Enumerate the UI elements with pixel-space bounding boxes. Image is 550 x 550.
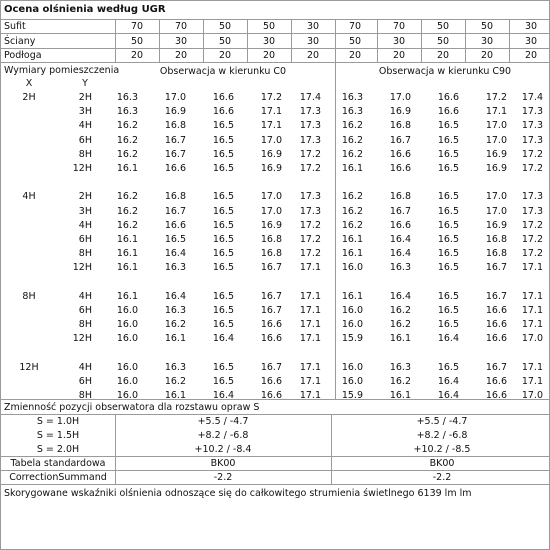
ugr-value-c90: 17.0 [485,191,507,203]
ugr-value-c90: 16.5 [437,219,459,231]
room-y: 2H [78,92,92,103]
ugr-value-c0: 17.2 [260,92,282,103]
ugr-value-c0: 16.5 [212,248,234,260]
grid-line [335,19,336,62]
spacing-label: S = 1.5H [36,430,80,441]
ugr-value-c0: 17.0 [260,205,282,217]
ugr-value-c0: 16.3 [116,106,138,118]
report-title: Ocena olśnienia według UGR [4,4,166,15]
ugr-value-c0: 17.3 [299,205,321,217]
ugr-value-c0: 16.9 [164,106,186,118]
ugr-value-c0: 17.1 [299,305,321,316]
reflectance-value: 30 [524,21,538,32]
reflectance-value: 50 [480,21,494,32]
ugr-value-c0: 17.1 [260,106,282,118]
ugr-value-c0: 17.0 [164,92,186,103]
grid-line [335,62,336,399]
ugr-value-c90: 16.8 [389,191,411,203]
ugr-value-c0: 17.2 [299,248,321,260]
grid-line [465,19,466,62]
observation-c0-header: Obserwacja w kierunku C0 [159,66,287,77]
ugr-value-c0: 16.8 [164,120,186,132]
ugr-value-c90: 16.1 [341,234,363,245]
grid-line [377,19,378,62]
standard-table-label: Tabela standardowa [10,458,106,469]
ugr-value-c0: 17.1 [299,361,321,373]
ugr-value-c0: 16.2 [116,219,138,231]
ugr-value-c0: 16.2 [164,319,186,331]
ugr-value-c0: 17.3 [299,106,321,118]
ugr-value-c90: 16.5 [437,248,459,260]
variation-c90: +5.5 / -4.7 [416,416,468,427]
ugr-value-c90: 17.0 [389,92,411,103]
ugr-value-c0: 16.9 [260,148,282,160]
ugr-value-c0: 16.8 [260,248,282,260]
standard-table-c0: BK00 [210,458,236,469]
room-y: 12H [72,333,92,345]
ugr-value-c0: 16.6 [260,319,282,331]
ugr-value-c90: 17.1 [521,290,543,302]
ugr-value-c90: 16.5 [437,120,459,132]
ugr-value-c0: 16.3 [116,92,138,103]
observation-c90-header: Obserwacja w kierunku C90 [378,66,512,77]
grid-line [159,19,160,62]
reflectance-value: 20 [436,50,450,61]
ugr-value-c0: 16.6 [212,92,234,103]
reflectance-value: 30 [306,21,320,32]
ugr-value-c0: 16.2 [164,376,186,387]
ugr-value-c90: 15.9 [341,333,363,345]
ugr-value-c0: 16.5 [212,219,234,231]
ugr-value-c0: 16.0 [116,376,138,387]
ugr-value-c90: 16.5 [437,148,459,160]
ugr-value-c0: 16.0 [116,305,138,316]
grid-line [203,19,204,62]
ugr-value-c90: 16.6 [437,92,459,103]
ugr-value-c90: 16.6 [485,319,507,331]
ugr-value-c90: 16.5 [437,262,459,274]
reflectance-value: 50 [262,21,276,32]
ugr-value-c0: 17.1 [299,333,321,345]
ugr-value-c0: 16.1 [116,163,138,174]
reflectance-value: 50 [218,21,232,32]
reflectance-value: 20 [218,50,232,61]
spacing-label: S = 1.0H [36,416,80,427]
ugr-value-c90: 16.2 [389,305,411,316]
ugr-value-c0: 16.5 [212,191,234,203]
ugr-value-c90: 16.1 [341,290,363,302]
ugr-value-c0: 17.0 [260,191,282,203]
ugr-value-c90: 16.5 [437,319,459,331]
correction-c90: -2.2 [432,472,452,483]
ugr-value-c0: 16.0 [116,361,138,373]
ugr-value-c0: 16.1 [116,262,138,274]
ugr-value-c90: 16.4 [389,248,411,260]
reflectance-value: 20 [306,50,320,61]
ugr-value-c0: 17.0 [260,134,282,146]
ugr-value-c90: 17.3 [521,120,543,132]
ugr-value-c0: 16.5 [212,163,234,174]
grid-line [509,19,510,62]
ugr-value-c90: 16.9 [485,148,507,160]
reflectance-value: 20 [262,50,276,61]
ugr-value-c0: 16.5 [212,319,234,331]
ugr-value-c0: 16.5 [212,148,234,160]
grid-line [247,19,248,62]
ugr-value-c0: 17.1 [299,319,321,331]
grid-line [331,414,332,484]
variation-c90: +10.2 / -8.5 [413,444,471,455]
ugr-value-c0: 16.0 [116,319,138,331]
ugr-value-c90: 16.2 [341,120,363,132]
ugr-value-c90: 16.6 [437,106,459,118]
reflectance-label: Sufit [4,21,26,32]
grid-line [1,33,549,34]
ugr-value-c90: 17.2 [521,234,543,245]
ugr-value-c90: 16.5 [437,234,459,245]
ugr-value-c0: 16.2 [116,134,138,146]
ugr-value-c90: 16.1 [341,248,363,260]
ugr-value-c90: 16.0 [341,262,363,274]
reflectance-label: Ściany [4,36,36,47]
ugr-value-c90: 16.6 [389,219,411,231]
reflectance-value: 50 [130,36,144,47]
reflectance-value: 30 [174,36,188,47]
ugr-value-c0: 16.0 [116,333,138,345]
ugr-value-c90: 16.2 [389,319,411,331]
grid-line [115,19,116,62]
ugr-value-c90: 16.1 [389,390,411,402]
ugr-value-c90: 16.1 [341,163,363,174]
ugr-value-c90: 16.4 [389,234,411,245]
ugr-value-c90: 16.2 [341,205,363,217]
ugr-value-c0: 16.6 [164,219,186,231]
ugr-value-c90: 16.7 [389,134,411,146]
reflectance-value: 20 [348,50,362,61]
reflectance-label: Podłoga [4,50,42,61]
reflectance-value: 50 [348,36,362,47]
ugr-value-c90: 16.3 [389,262,411,274]
ugr-value-c90: 16.4 [437,390,459,402]
standard-table-c90: BK00 [429,458,455,469]
ugr-value-c0: 16.7 [260,262,282,274]
ugr-value-c0: 17.1 [299,390,321,402]
room-y: 2H [78,191,92,203]
ugr-value-c90: 16.6 [389,163,411,174]
ugr-value-c90: 16.2 [341,219,363,231]
room-y: 4H [78,219,92,231]
room-y: 8H [78,148,92,160]
ugr-value-c90: 16.6 [485,305,507,316]
ugr-value-c0: 17.2 [299,163,321,174]
reflectance-value: 70 [348,21,362,32]
ugr-value-c0: 17.1 [299,262,321,274]
ugr-value-c0: 17.3 [299,191,321,203]
ugr-value-c90: 15.9 [341,390,363,402]
reflectance-value: 20 [524,50,538,61]
correction-label: CorrectionSummand [9,472,107,483]
room-y: 3H [78,106,92,118]
room-y: 8H [78,248,92,260]
ugr-value-c90: 16.0 [341,319,363,331]
ugr-value-c0: 16.5 [212,234,234,245]
ugr-value-c0: 17.1 [299,290,321,302]
reflectance-value: 30 [262,36,276,47]
ugr-value-c0: 17.4 [299,92,321,103]
grid-line [1,414,549,415]
ugr-value-c0: 16.6 [164,163,186,174]
ugr-value-c0: 17.2 [299,234,321,245]
ugr-value-c0: 16.7 [164,134,186,146]
ugr-value-c90: 17.1 [521,305,543,316]
ugr-value-c0: 17.2 [299,219,321,231]
ugr-value-c90: 16.8 [389,120,411,132]
ugr-value-c0: 17.1 [299,376,321,387]
reflectance-value: 50 [218,36,232,47]
ugr-value-c0: 17.3 [299,134,321,146]
room-y: 3H [78,205,92,217]
ugr-value-c90: 17.1 [521,376,543,387]
ugr-value-c0: 16.6 [260,333,282,345]
ugr-value-c90: 16.4 [437,333,459,345]
grid-line [421,19,422,62]
ugr-value-c0: 16.5 [212,305,234,316]
reflectance-value: 70 [130,21,144,32]
ugr-value-c90: 17.2 [485,92,507,103]
ugr-value-c0: 16.5 [212,262,234,274]
room-y: 4H [78,361,92,373]
ugr-value-c0: 16.7 [164,148,186,160]
ugr-value-c0: 16.2 [116,120,138,132]
room-x: 2H [22,92,36,103]
footer-note: Skorygowane wskaźniki olśnienia odnoszące się do całkowitego strumienia świetlnego 6139 lm lm [4,488,472,499]
ugr-value-c90: 17.4 [521,92,543,103]
room-y: 8H [78,390,92,402]
room-y: 12H [72,163,92,174]
ugr-value-c90: 17.3 [521,205,543,217]
grid-line [1,62,549,63]
variation-c0: +5.5 / -4.7 [197,416,249,427]
ugr-value-c90: 17.3 [521,191,543,203]
reflectance-value: 50 [436,21,450,32]
ugr-value-c90: 16.5 [437,134,459,146]
ugr-value-c0: 16.4 [212,333,234,345]
ugr-value-c90: 17.0 [521,333,543,345]
ugr-value-c90: 16.6 [485,390,507,402]
ugr-value-c90: 16.9 [485,163,507,174]
reflectance-value: 30 [524,36,538,47]
spacing-label: S = 2.0H [36,444,80,455]
ugr-value-c90: 17.1 [485,106,507,118]
room-x: 12H [19,361,39,373]
ugr-value-c0: 16.5 [212,134,234,146]
ugr-value-c0: 16.1 [116,248,138,260]
ugr-value-c0: 17.3 [299,120,321,132]
variation-c90: +8.2 / -6.8 [416,430,468,441]
reflectance-value: 20 [480,50,494,61]
variation-c0: +8.2 / -6.8 [197,430,249,441]
ugr-value-c90: 16.2 [341,148,363,160]
ugr-value-c90: 16.1 [389,333,411,345]
ugr-value-c90: 17.2 [521,248,543,260]
ugr-value-c0: 16.8 [260,234,282,245]
x-label: X [25,78,33,89]
ugr-value-c90: 17.2 [521,219,543,231]
ugr-value-c0: 16.4 [164,290,186,302]
ugr-value-c90: 16.5 [437,191,459,203]
ugr-value-c90: 16.6 [389,148,411,160]
grid-line [115,414,116,484]
ugr-value-c0: 16.6 [260,376,282,387]
grid-line [1,456,549,457]
ugr-value-c0: 16.8 [164,191,186,203]
variation-header: Zmienność pozycji obserwatora dla rozstawu opraw S [4,402,260,413]
ugr-value-c90: 17.0 [521,390,543,402]
ugr-value-c90: 16.5 [437,305,459,316]
ugr-value-c90: 16.5 [437,361,459,373]
room-x: 8H [22,290,36,302]
grid-line [291,19,292,62]
ugr-value-c90: 17.3 [521,106,543,118]
ugr-value-c0: 16.5 [212,361,234,373]
reflectance-value: 30 [480,36,494,47]
ugr-value-c0: 16.3 [164,262,186,274]
ugr-value-c0: 16.3 [164,305,186,316]
ugr-value-c90: 16.7 [485,262,507,274]
ugr-value-c90: 17.1 [521,361,543,373]
y-label: Y [82,78,88,89]
ugr-value-c0: 16.2 [116,191,138,203]
ugr-value-c0: 16.7 [260,305,282,316]
reflectance-value: 20 [392,50,406,61]
room-y: 6H [78,376,92,387]
ugr-value-c90: 16.7 [485,361,507,373]
ugr-value-c0: 16.3 [164,361,186,373]
ugr-value-c0: 16.5 [212,376,234,387]
ugr-value-c90: 16.5 [437,205,459,217]
ugr-value-c90: 16.5 [437,163,459,174]
ugr-value-c90: 16.6 [485,333,507,345]
correction-c0: -2.2 [213,472,233,483]
ugr-value-c90: 16.7 [389,205,411,217]
ugr-value-c0: 16.4 [212,390,234,402]
ugr-value-c90: 17.0 [485,120,507,132]
ugr-value-c90: 17.1 [521,262,543,274]
ugr-value-c90: 17.2 [521,148,543,160]
ugr-value-c0: 17.2 [299,148,321,160]
ugr-value-c90: 17.0 [485,205,507,217]
ugr-value-c0: 16.5 [212,290,234,302]
grid-line [1,19,549,20]
ugr-value-c0: 16.1 [164,333,186,345]
reflectance-value: 70 [392,21,406,32]
ugr-value-c0: 16.5 [164,234,186,245]
ugr-value-c90: 17.2 [521,163,543,174]
ugr-value-c90: 17.0 [485,134,507,146]
reflectance-value: 20 [130,50,144,61]
room-y: 6H [78,305,92,316]
room-y: 8H [78,319,92,331]
ugr-value-c90: 16.9 [485,219,507,231]
ugr-value-c90: 16.3 [341,106,363,118]
ugr-value-c90: 16.7 [485,290,507,302]
room-y: 4H [78,290,92,302]
ugr-value-c90: 16.0 [341,376,363,387]
grid-line [1,48,549,49]
ugr-value-c90: 16.6 [485,376,507,387]
ugr-value-c90: 16.9 [389,106,411,118]
room-y: 6H [78,234,92,245]
room-y: 12H [72,262,92,274]
ugr-value-c90: 16.2 [341,134,363,146]
ugr-value-c90: 16.4 [437,376,459,387]
ugr-value-c0: 16.6 [260,390,282,402]
room-y: 4H [78,120,92,132]
ugr-value-c90: 16.3 [389,361,411,373]
ugr-value-c90: 16.0 [341,361,363,373]
room-y: 6H [78,134,92,146]
ugr-value-c0: 16.4 [164,248,186,260]
ugr-value-c0: 16.1 [116,290,138,302]
ugr-value-c0: 16.7 [260,361,282,373]
ugr-value-c90: 16.3 [341,92,363,103]
ugr-value-c0: 16.9 [260,219,282,231]
ugr-value-c0: 16.5 [212,120,234,132]
reflectance-value: 50 [436,36,450,47]
ugr-value-c0: 16.9 [260,163,282,174]
ugr-value-c0: 16.0 [116,390,138,402]
reflectance-value: 30 [392,36,406,47]
variation-c0: +10.2 / -8.4 [194,444,252,455]
room-x: 4H [22,191,36,203]
ugr-value-c0: 17.1 [260,120,282,132]
ugr-value-c90: 16.5 [437,290,459,302]
ugr-value-c0: 16.5 [212,205,234,217]
ugr-value-c0: 16.6 [212,106,234,118]
grid-line [1,484,549,485]
ugr-value-c0: 16.1 [116,234,138,245]
reflectance-value: 30 [306,36,320,47]
ugr-value-c90: 17.1 [521,319,543,331]
ugr-value-c0: 16.7 [260,290,282,302]
ugr-value-c90: 16.8 [485,248,507,260]
reflectance-value: 70 [174,21,188,32]
grid-line [1,470,549,471]
reflectance-value: 20 [174,50,188,61]
ugr-value-c90: 16.2 [389,376,411,387]
ugr-value-c0: 16.2 [116,205,138,217]
ugr-value-c90: 16.8 [485,234,507,245]
ugr-value-c90: 16.0 [341,305,363,316]
ugr-value-c90: 16.4 [389,290,411,302]
ugr-value-c0: 16.2 [116,148,138,160]
ugr-value-c0: 16.7 [164,205,186,217]
dimensions-header: Wymiary pomieszczenia [4,65,120,76]
ugr-value-c0: 16.1 [164,390,186,402]
ugr-value-c90: 17.3 [521,134,543,146]
ugr-value-c90: 16.2 [341,191,363,203]
